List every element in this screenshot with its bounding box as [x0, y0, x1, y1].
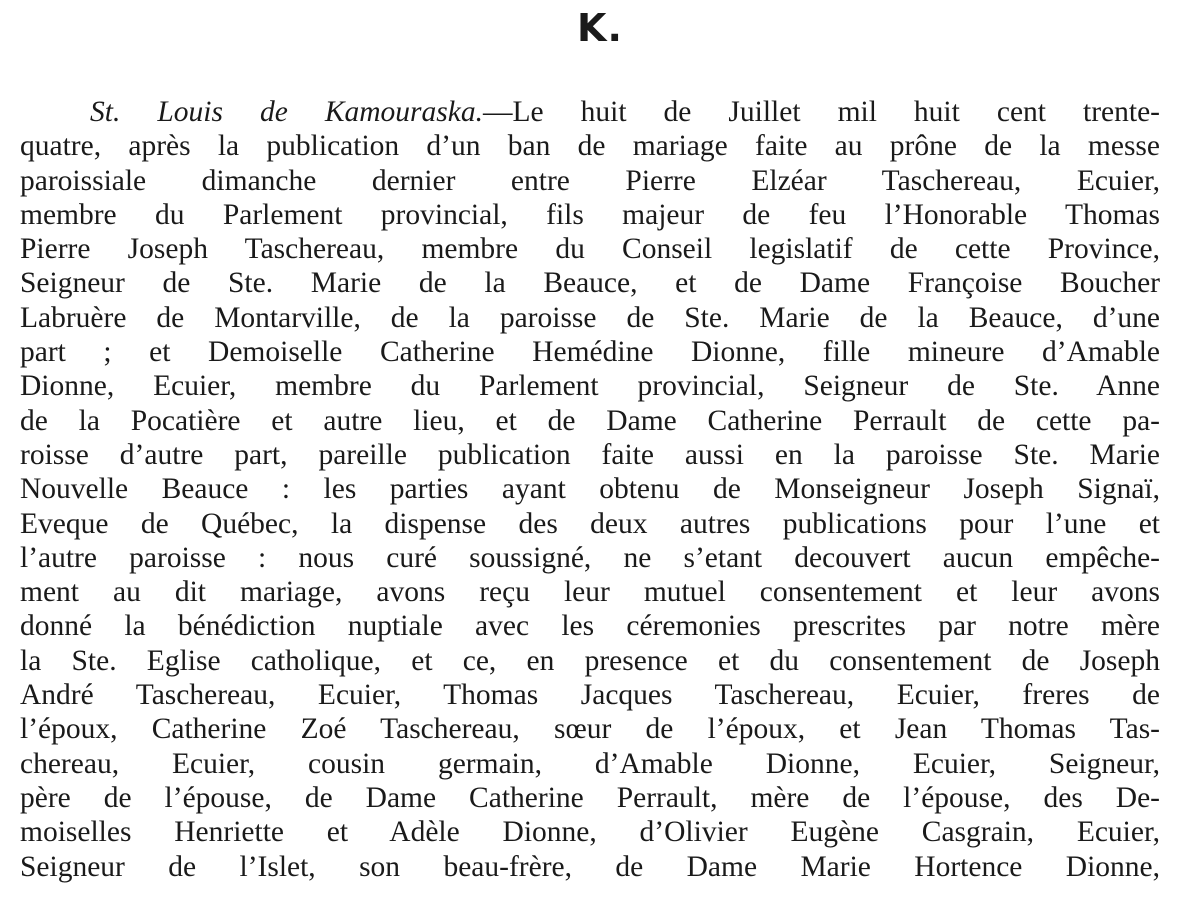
- text-line: père de l’épouse, de Dame Catherine Perrault, mère de l’épouse, des De-: [20, 781, 1160, 814]
- text-line: l’autre paroisse : nous curé soussigné, ne s’etant decouvert aucun empêche-: [20, 541, 1160, 574]
- text-line: moiselles Henriette et Adèle Dionne, d’Olivier Eugène Casgrain, Ecuier,: [20, 816, 1160, 849]
- first-line-text: —Le huit de Juillet mil huit cent trente-: [483, 96, 1160, 128]
- text-line: l’époux, Catherine Zoé Taschereau, sœur de l’époux, et Jean Thomas Tas-: [20, 713, 1160, 746]
- text-line: donné la bénédiction nuptiale avec les céremonies prescrites par notre mère: [20, 610, 1160, 643]
- text-line: Pierre Joseph Taschereau, membre du Conseil legislatif de cette Province,: [20, 233, 1160, 266]
- text-line: Nouvelle Beauce : les parties ayant obtenu de Monseigneur Joseph Signaï,: [20, 473, 1160, 506]
- section-heading: K.: [577, 6, 623, 50]
- text-line: Eveque de Québec, la dispense des deux autres publications pour l’une et: [20, 507, 1160, 540]
- text-line: Seigneur de l’Islet, son beau-frère, de Dame Marie Hortence Dionne,: [20, 850, 1160, 883]
- text-line: Seigneur de Ste. Marie de la Beauce, et de Dame Françoise Boucher: [20, 267, 1160, 300]
- marriage-record-paragraph: [20, 95, 1160, 884]
- text-line: part ; et Demoiselle Catherine Hemédine Dionne, fille mineure d’Amable: [20, 336, 1160, 369]
- text-line: la Ste. Eglise catholique, et ce, en presence et du consentement de Joseph: [20, 644, 1160, 677]
- text-line: Labruère de Montarville, de la paroisse de Ste. Marie de la Beauce, d’une: [20, 301, 1160, 334]
- text-line: André Taschereau, Ecuier, Thomas Jacques Taschereau, Ecuier, freres de: [20, 679, 1160, 712]
- text-line: chereau, Ecuier, cousin germain, d’Amable Dionne, Ecuier, Seigneur,: [20, 747, 1160, 780]
- text-line: Dionne, Ecuier, membre du Parlement provincial, Seigneur de Ste. Anne: [20, 370, 1160, 403]
- place-name: St. Louis de Kamouraska.: [90, 96, 483, 128]
- paragraph-first-line: [20, 95, 1160, 129]
- text-line: de la Pocatière et autre lieu, et de Dame Catherine Perrault de cette pa-: [20, 404, 1160, 437]
- text-line: paroissiale dimanche dernier entre Pierre Elzéar Taschereau, Ecuier,: [20, 164, 1160, 197]
- text-line: roisse d’autre part, pareille publication faite aussi en la paroisse Ste. Marie: [20, 438, 1160, 471]
- text-line: ment au dit mariage, avons reçu leur mutuel consentement et leur avons: [20, 576, 1160, 609]
- text-line: membre du Parlement provincial, fils majeur de feu l’Honorable Thomas: [20, 198, 1160, 231]
- text-line: quatre, après la publication d’un ban de mariage faite au prône de la messe: [20, 130, 1160, 163]
